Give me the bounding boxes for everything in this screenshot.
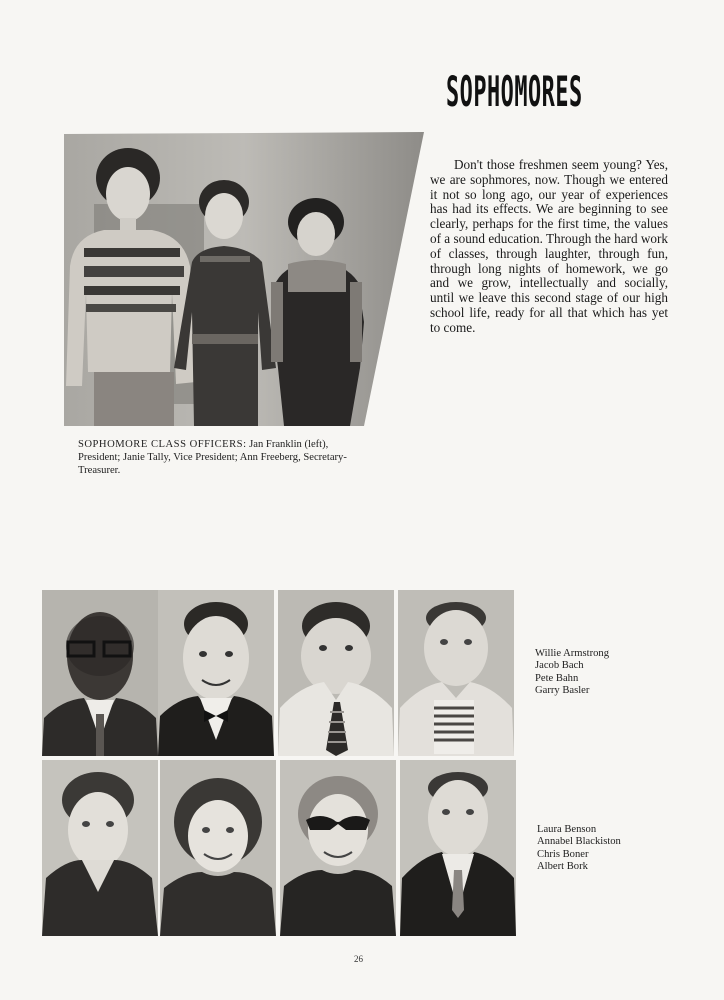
page-number: 26 — [354, 954, 363, 964]
portrait-photo — [158, 590, 274, 756]
officers-caption — [78, 438, 368, 477]
portrait-photo — [398, 590, 514, 756]
page-title: SOPHOMORES — [446, 67, 583, 116]
student-name: Laura Benson — [537, 824, 597, 835]
student-name: Willie Armstrong — [535, 648, 610, 659]
officers-caption-lead: SOPHOMORE CLASS OFFICERS: — [78, 439, 247, 450]
portrait-photo — [280, 760, 396, 926]
student-name: Pete Bahn — [535, 672, 579, 684]
portrait-photo — [160, 760, 276, 926]
intro-paragraph: Don't those freshmen seem young? Yes, we are sophmores, now. Though we entered it not so long ago, our year of experiences has had its effects. We are beginning to see clearly, perhaps for the first time, the values of a sound education. Through the hard work of classes, through laughter, through fun, through long nights of homework, we go and we grow, intellectually and socially, until we leave this second stage of our high school life, ready for all that which has yet to come. — [430, 157, 668, 335]
names-list — [535, 648, 609, 697]
student-name: Jacob Bach — [535, 660, 584, 672]
student-name: Annabel Blackiston — [537, 836, 621, 848]
student-name: Garry Basler — [535, 684, 590, 696]
officers-caption-text: Jan Franklin (left), President; Janie Tally, Vice President; Ann Freeberg, Secretary-Treasurer. — [78, 439, 347, 476]
student-name: Chris Boner — [537, 848, 589, 860]
names-list — [537, 824, 621, 873]
portrait-photo — [42, 760, 158, 926]
student-name: Albert Bork — [537, 860, 588, 872]
portrait-photo — [278, 590, 394, 756]
portrait-photo — [400, 760, 516, 926]
portrait-photo — [42, 590, 158, 756]
officers-photo — [64, 132, 424, 426]
